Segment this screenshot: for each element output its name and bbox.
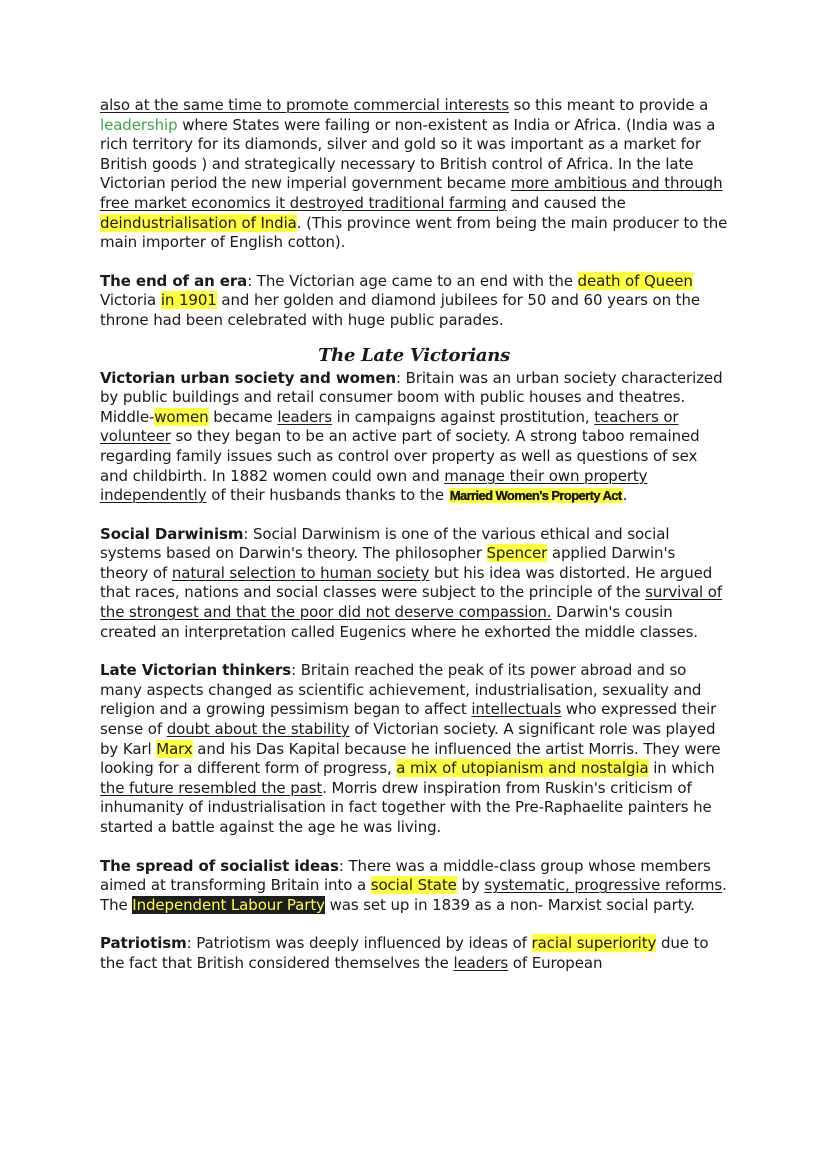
underlined-text: intellectuals [471,700,562,719]
late-victorian-thinkers-paragraph: Late Victorian thinkers: Britain reached the peak of its power abroad and so many aspects changed as scientific achievement, industrialisation, sexuality and religion and a growing pessimism began to affect intellectuals who expressed their sense of doubt about the stability of Victorian society. A significant role was played by Karl Marx and his Das Kapital because he influenced the artist Morris. They were looking for a different form of progress, a mix of utopianism and nostalgia in which the future resembled the past. Morris drew inspiration from Ruskin's criticism of inhumanity of industrialisation in fact together with the Pre-Raphaelite painters he started a battle against the age he was living. [100,661,721,836]
paragraph-label: The spread of socialist ideas [100,856,339,875]
underlined-text: the future resembled the past [100,778,323,797]
socialist-ideas-paragraph: The spread of socialist ideas: There was a middle-class group whose members aimed at transforming Britain into a social State by systematic, progressive reforms. The Independent Labour Party was set up in 1839 as a non- Marxist social party. [100,856,727,914]
intro-paragraph: also at the same time to promote commercial interests so this meant to provide a leadership where States were failing or non-existent as India or Africa. (India was a rich territory for its diamonds, silver and gold so it was important as a market for British goods ) and strategically necessary to British control of Africa. In the late Victorian period the new imperial government became more ambitious and through free market economics it destroyed traditional farming and caused the deindustrialisation of India. (This province went from being the main producer to the main importer of English cotton). [100,96,728,252]
highlighted-text: a mix of utopianism and nostalgia [396,759,649,778]
green-text: leadership [100,115,178,134]
highlighted-text: in 1901 [160,291,217,310]
dark-highlighted-text: Independent Labour Party [132,895,325,914]
patriotism-paragraph: Patriotism: Patriotism was deeply influenced by ideas of racial superiority due to the fact that British considered themselves the leaders of European [100,934,709,972]
urban-society-paragraph: Victorian urban society and women: Britain was an urban society characterized by public buildings and retail consumer boom with public houses and theatres. Middle-women became leaders in campaigns against prostitution, teachers or volunteer so they began to be an active part of society. A strong taboo remained regarding family issues such as control over property as well as questions of sex and childbirth. In 1882 women could own and manage their own property independently of their husbands thanks to the Married Women's Property Act. [100,368,723,505]
underlined-text: also at the same time to promote commercial interests [100,96,509,114]
highlighted-act-title: Married Women's Property Act [449,488,622,504]
paragraph-label: Victorian urban society and women [100,368,396,387]
highlighted-text: deindustrialisation of India [100,213,297,232]
highlighted-text: racial superiority [531,934,657,953]
end-of-era-paragraph: The end of an era: The Victorian age came to an end with the death of Queen Victoria in 1901 and her golden and diamond jubilees for 50 and 60 years on the throne had been celebrated with huge public parades. [100,271,700,329]
social-darwinism-paragraph: Social Darwinism: Social Darwinism is one of the various ethical and social systems based on Darwin's theory. The philosopher Spencer applied Darwin's theory of natural selection to human society but his idea was distorted. He argued that races, nations and social classes were subject to the principle of the survival of the strongest and that the poor did not deserve compassion. Darwin's cousin created an interpretation called Eugenics where he exhorted the middle classes. [100,524,723,641]
underlined-text: doubt about the stability [166,720,350,739]
underlined-text: more ambitious and through free market economics it destroyed traditional farming [100,174,723,212]
highlighted-text: death of Queen [577,271,693,290]
paragraph-label: Late Victorian thinkers [100,661,292,680]
paragraph-label: Patriotism [100,934,187,953]
underlined-text: leaders [453,953,509,972]
paragraph-label: Social Darwinism [100,524,244,543]
paragraph-label: The end of an era [100,271,248,290]
highlighted-text: social State [370,876,457,895]
underlined-text: natural selection to human society [171,563,430,582]
highlighted-text: women [154,407,209,426]
highlighted-text: Marx [156,739,193,758]
underlined-text: manage their own property independently [100,466,648,505]
underlined-text: leaders [277,407,332,426]
underlined-text: survival of the strongest and that the poor did not deserve compassion. [100,583,723,622]
underlined-text: systematic, progressive reforms [484,876,723,895]
highlighted-text: Spencer [486,544,548,563]
section-title: The Late Victorians [318,344,510,366]
underlined-text: teachers or volunteer [100,407,679,446]
